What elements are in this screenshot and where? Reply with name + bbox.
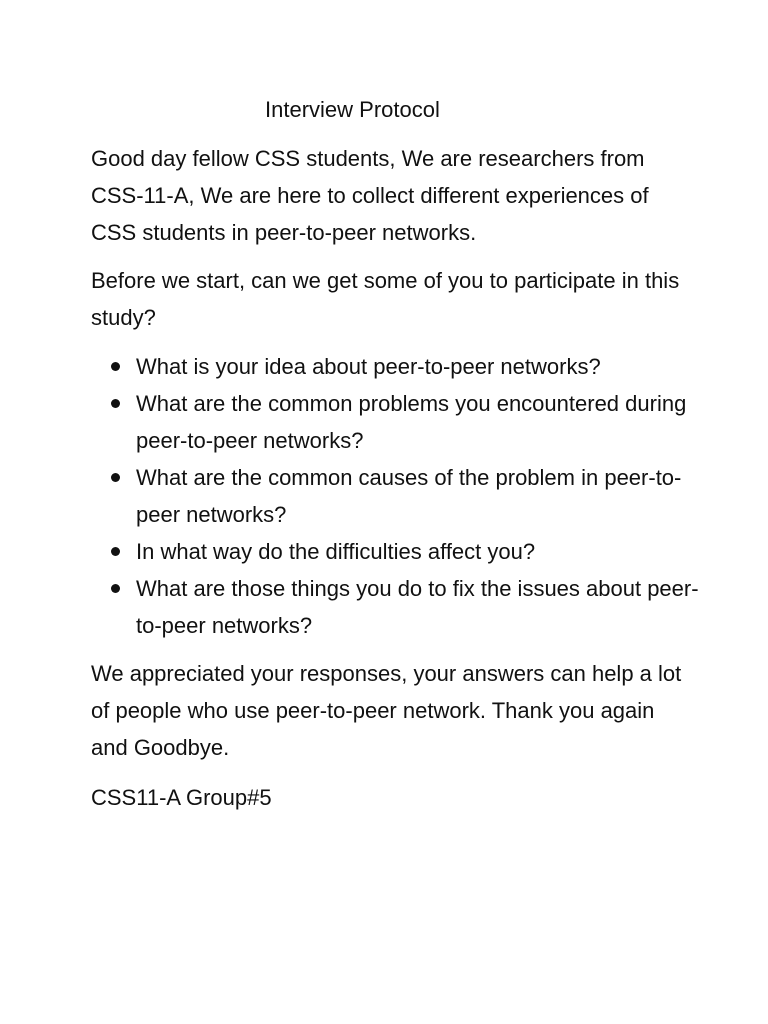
question-item: In what way do the difficulties affect you? bbox=[91, 533, 711, 570]
request-paragraph: Before we start, can we get some of you to participate in this study? bbox=[91, 268, 680, 330]
closing-paragraph: We appreciated your responses, your answers can help a lot of people who use peer-to-peer network. Thank you again and Goodbye. bbox=[91, 661, 682, 760]
question-item: What are those things you do to fix the issues about peer-to-peer networks? bbox=[91, 570, 711, 644]
question-item: What are the common causes of the problem in peer-to-peer networks? bbox=[91, 459, 711, 533]
document-title: Interview Protocol bbox=[265, 97, 440, 122]
question-item: What is your idea about peer-to-peer networks? bbox=[91, 348, 711, 385]
signoff-text: CSS11-A Group#5 bbox=[91, 785, 272, 810]
intro-paragraph: Good day fellow CSS students, We are researchers from CSS-11-A, We are here to collect different experiences of CSS students in peer-to-peer networks. bbox=[91, 146, 649, 245]
question-item: What are the common problems you encountered during peer-to-peer networks? bbox=[91, 385, 711, 459]
question-list bbox=[91, 348, 711, 644]
